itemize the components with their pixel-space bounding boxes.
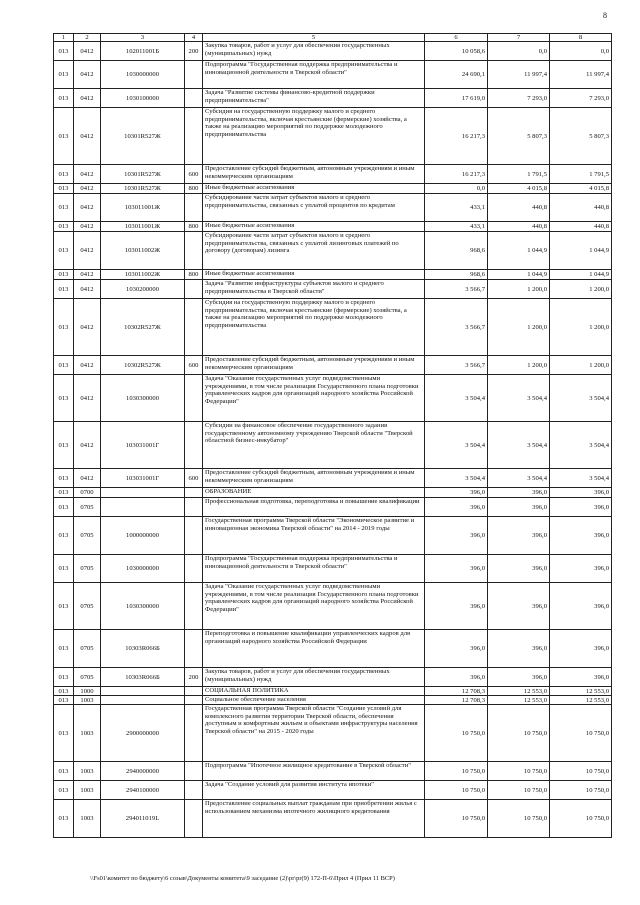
cell-section-code: 0705 xyxy=(74,555,101,583)
cell-admin-code: 013 xyxy=(54,356,74,375)
table-row xyxy=(54,469,612,488)
cell-amount-col8: 396,0 xyxy=(550,498,612,517)
cell-expense-type: 600 xyxy=(185,165,203,184)
cell-name: Подпрограмма "Государственная поддержка предпринимательства и инновационной деятельности в Тверской области" xyxy=(203,555,425,583)
cell-section-code: 0412 xyxy=(74,89,101,108)
cell-section-code: 1000 xyxy=(74,687,101,696)
cell-expense-type xyxy=(185,583,203,630)
cell-target-article: 103011002Ж xyxy=(101,232,185,270)
cell-name: Задача "Оказание государственных услуг подведомственными учреждениями, в том числе реализация Государственного плана подготовки управленческих кадров для организаций народного хозяйства Российской Федерации" xyxy=(203,583,425,630)
cell-target-article: 2940000000 xyxy=(101,762,185,781)
cell-expense-type xyxy=(185,800,203,838)
cell-amount-col8: 0,0 xyxy=(550,42,612,61)
table-row xyxy=(54,165,612,184)
cell-name: Задача "Развитие инфраструктуры субъектов малого и среднего предпринимательства в Тверской области" xyxy=(203,280,425,299)
cell-amount-col7: 1 200,0 xyxy=(488,356,550,375)
cell-name: Закупка товаров, работ и услуг для обеспечения государственных (муниципальных) нужд xyxy=(203,668,425,687)
cell-name: Социальное обеспечение населения xyxy=(203,696,425,705)
cell-amount-col7: 396,0 xyxy=(488,517,550,555)
cell-expense-type: 600 xyxy=(185,469,203,488)
cell-target-article: 102011001Б xyxy=(101,42,185,61)
cell-target-article: 10301R527Ж xyxy=(101,165,185,184)
cell-expense-type xyxy=(185,705,203,762)
cell-section-code: 0412 xyxy=(74,299,101,356)
cell-section-code: 0412 xyxy=(74,375,101,422)
cell-amount-col6: 396,0 xyxy=(425,668,488,687)
cell-target-article: 10301R527Ж xyxy=(101,108,185,165)
cell-amount-col6: 3 566,7 xyxy=(425,299,488,356)
cell-expense-type xyxy=(185,696,203,705)
table-row xyxy=(54,705,612,762)
cell-amount-col8: 396,0 xyxy=(550,517,612,555)
cell-section-code: 0412 xyxy=(74,222,101,232)
cell-section-code: 0412 xyxy=(74,61,101,89)
cell-amount-col6: 3 504,4 xyxy=(425,469,488,488)
cell-name: Подпрограмма "Государственная поддержка предпринимательства и инновационной деятельности в Тверской области" xyxy=(203,61,425,89)
cell-name: Государственная программа Тверской области "Создание условий для комплексного развития территории Тверской области, обеспечения доступным и комфортным жильем и объектами инфраструктуры населения Тверской области" на 2015 - 2020 годы xyxy=(203,705,425,762)
cell-expense-type xyxy=(185,687,203,696)
cell-name: Субсидирование части затрат субъектов малого и среднего предпринимательства, связанных с уплатой лизинговых платежей по договору (договорам) лизинга xyxy=(203,232,425,270)
cell-admin-code: 013 xyxy=(54,232,74,270)
cell-amount-col8: 10 750,0 xyxy=(550,762,612,781)
cell-target-article: 10301R527Ж xyxy=(101,184,185,194)
cell-name: СОЦИАЛЬНАЯ ПОЛИТИКА xyxy=(203,687,425,696)
cell-admin-code: 013 xyxy=(54,108,74,165)
cell-admin-code: 013 xyxy=(54,687,74,696)
cell-amount-col7: 0,0 xyxy=(488,42,550,61)
cell-expense-type: 600 xyxy=(185,356,203,375)
table-row xyxy=(54,800,612,838)
cell-target-article: 1030100000 xyxy=(101,89,185,108)
cell-admin-code: 013 xyxy=(54,375,74,422)
cell-section-code: 0412 xyxy=(74,270,101,280)
cell-amount-col8: 396,0 xyxy=(550,668,612,687)
cell-amount-col6: 968,6 xyxy=(425,270,488,280)
cell-amount-col6: 12 708,3 xyxy=(425,696,488,705)
cell-admin-code: 013 xyxy=(54,630,74,668)
cell-amount-col8: 396,0 xyxy=(550,630,612,668)
cell-expense-type xyxy=(185,498,203,517)
cell-amount-col7: 396,0 xyxy=(488,498,550,517)
cell-expense-type xyxy=(185,280,203,299)
table-row xyxy=(54,762,612,781)
cell-amount-col7: 12 553,0 xyxy=(488,687,550,696)
table-row xyxy=(54,422,612,469)
cell-expense-type xyxy=(185,232,203,270)
cell-section-code: 0705 xyxy=(74,517,101,555)
table-row xyxy=(54,89,612,108)
table-row xyxy=(54,488,612,498)
cell-expense-type xyxy=(185,375,203,422)
cell-admin-code: 013 xyxy=(54,696,74,705)
cell-amount-col7: 1 791,5 xyxy=(488,165,550,184)
table-row xyxy=(54,194,612,222)
cell-amount-col7: 396,0 xyxy=(488,630,550,668)
cell-amount-col7: 4 015,8 xyxy=(488,184,550,194)
cell-amount-col8: 440,8 xyxy=(550,222,612,232)
cell-name: Задача "Оказание государственных услуг подведомственными учреждениями, в том числе реализация Государственного плана подготовки управленческих кадров для организаций народного хозяйства Российской Федерации" xyxy=(203,375,425,422)
cell-expense-type xyxy=(185,517,203,555)
cell-section-code: 0412 xyxy=(74,42,101,61)
cell-admin-code: 013 xyxy=(54,705,74,762)
table-row xyxy=(54,108,612,165)
cell-admin-code: 013 xyxy=(54,184,74,194)
cell-amount-col6: 396,0 xyxy=(425,555,488,583)
cell-target-article: 1030300000 xyxy=(101,583,185,630)
cell-section-code: 0412 xyxy=(74,232,101,270)
table-row xyxy=(54,184,612,194)
column-header: 4 xyxy=(185,34,203,42)
cell-expense-type xyxy=(185,555,203,583)
cell-target-article: 1030300000 xyxy=(101,375,185,422)
cell-amount-col6: 16 217,3 xyxy=(425,108,488,165)
cell-section-code: 1003 xyxy=(74,696,101,705)
table-row xyxy=(54,517,612,555)
cell-expense-type xyxy=(185,89,203,108)
cell-amount-col7: 1 044,9 xyxy=(488,232,550,270)
cell-amount-col7: 396,0 xyxy=(488,668,550,687)
cell-target-article: 10302R527Ж xyxy=(101,299,185,356)
cell-amount-col6: 0,0 xyxy=(425,184,488,194)
table-header-row xyxy=(54,34,612,42)
cell-expense-type xyxy=(185,488,203,498)
cell-target-article xyxy=(101,498,185,517)
cell-admin-code: 013 xyxy=(54,61,74,89)
cell-amount-col6: 433,1 xyxy=(425,194,488,222)
cell-amount-col8: 1 200,0 xyxy=(550,280,612,299)
cell-expense-type xyxy=(185,108,203,165)
cell-amount-col8: 12 553,0 xyxy=(550,696,612,705)
cell-amount-col6: 3 504,4 xyxy=(425,422,488,469)
table-row xyxy=(54,583,612,630)
cell-admin-code: 013 xyxy=(54,42,74,61)
table-row xyxy=(54,687,612,696)
cell-target-article: 1030200000 xyxy=(101,280,185,299)
cell-admin-code: 013 xyxy=(54,555,74,583)
cell-amount-col6: 10 058,6 xyxy=(425,42,488,61)
cell-section-code: 0412 xyxy=(74,469,101,488)
cell-amount-col6: 10 750,0 xyxy=(425,705,488,762)
cell-amount-col8: 10 750,0 xyxy=(550,705,612,762)
cell-amount-col7: 1 200,0 xyxy=(488,280,550,299)
column-header: 7 xyxy=(488,34,550,42)
table-row xyxy=(54,232,612,270)
cell-admin-code: 013 xyxy=(54,280,74,299)
cell-expense-type xyxy=(185,781,203,800)
cell-admin-code: 013 xyxy=(54,422,74,469)
cell-target-article xyxy=(101,687,185,696)
cell-admin-code: 013 xyxy=(54,781,74,800)
cell-amount-col7: 10 750,0 xyxy=(488,781,550,800)
cell-target-article: 10303R066Б xyxy=(101,668,185,687)
cell-amount-col6: 3 566,7 xyxy=(425,280,488,299)
cell-amount-col8: 1 200,0 xyxy=(550,299,612,356)
cell-amount-col8: 10 750,0 xyxy=(550,800,612,838)
cell-name: Предоставление субсидий бюджетным, автономным учреждениям и иным некоммерческим организациям xyxy=(203,356,425,375)
table-row xyxy=(54,299,612,356)
cell-amount-col6: 10 750,0 xyxy=(425,800,488,838)
cell-target-article: 2900000000 xyxy=(101,705,185,762)
cell-amount-col8: 10 750,0 xyxy=(550,781,612,800)
cell-admin-code: 013 xyxy=(54,583,74,630)
cell-name: Субсидия на государственную поддержку малого и среднего предпринимательства, включая крестьянские (фермерские) хозяйства, а также на реализацию мероприятий по поддержке молодежного предпринимательства xyxy=(203,299,425,356)
cell-admin-code: 013 xyxy=(54,194,74,222)
cell-target-article: 1030000000 xyxy=(101,61,185,89)
cell-amount-col8: 396,0 xyxy=(550,555,612,583)
cell-target-article: 1030000000 xyxy=(101,555,185,583)
cell-amount-col6: 10 750,0 xyxy=(425,762,488,781)
cell-expense-type xyxy=(185,299,203,356)
cell-admin-code: 013 xyxy=(54,800,74,838)
cell-amount-col6: 396,0 xyxy=(425,488,488,498)
cell-amount-col7: 10 750,0 xyxy=(488,762,550,781)
cell-amount-col6: 12 708,3 xyxy=(425,687,488,696)
cell-amount-col6: 16 217,3 xyxy=(425,165,488,184)
cell-amount-col6: 17 619,0 xyxy=(425,89,488,108)
cell-target-article xyxy=(101,488,185,498)
budget-table xyxy=(53,33,612,838)
table-row xyxy=(54,555,612,583)
cell-name: Задача "Развитие системы финансово-кредитной поддержки предпринимательства" xyxy=(203,89,425,108)
cell-section-code: 0412 xyxy=(74,356,101,375)
cell-name: Закупка товаров, работ и услуг для обеспечения государственных (муниципальных) нужд xyxy=(203,42,425,61)
cell-amount-col6: 433,1 xyxy=(425,222,488,232)
cell-admin-code: 013 xyxy=(54,517,74,555)
cell-target-article: 103011001Ж xyxy=(101,194,185,222)
cell-section-code: 1003 xyxy=(74,705,101,762)
column-header: 8 xyxy=(550,34,612,42)
cell-expense-type xyxy=(185,762,203,781)
cell-section-code: 0412 xyxy=(74,184,101,194)
cell-amount-col6: 968,6 xyxy=(425,232,488,270)
cell-admin-code: 013 xyxy=(54,668,74,687)
cell-target-article: 1000000000 xyxy=(101,517,185,555)
table-row xyxy=(54,270,612,280)
table-row xyxy=(54,356,612,375)
cell-admin-code: 013 xyxy=(54,762,74,781)
table-row xyxy=(54,668,612,687)
cell-target-article: 103031001Г xyxy=(101,422,185,469)
cell-admin-code: 013 xyxy=(54,270,74,280)
cell-amount-col6: 396,0 xyxy=(425,630,488,668)
column-header: 6 xyxy=(425,34,488,42)
cell-amount-col7: 1 044,9 xyxy=(488,270,550,280)
cell-target-article: 103011001Ж xyxy=(101,222,185,232)
cell-amount-col8: 1 200,0 xyxy=(550,356,612,375)
cell-target-article: 10302R527Ж xyxy=(101,356,185,375)
cell-target-article: 103031001Г xyxy=(101,469,185,488)
cell-amount-col7: 3 504,4 xyxy=(488,375,550,422)
table-row xyxy=(54,630,612,668)
column-header: 1 xyxy=(54,34,74,42)
cell-section-code: 0412 xyxy=(74,422,101,469)
cell-name: Иные бюджетные ассигнования xyxy=(203,222,425,232)
cell-amount-col7: 396,0 xyxy=(488,555,550,583)
cell-amount-col7: 10 750,0 xyxy=(488,705,550,762)
cell-amount-col8: 440,8 xyxy=(550,194,612,222)
table-row xyxy=(54,375,612,422)
cell-name: Профессиональная подготовка, переподготовка и повышение квалификации xyxy=(203,498,425,517)
cell-expense-type: 200 xyxy=(185,42,203,61)
footer-path: \\Fs01\комитет по бюджету\6 созыв\Документы комитета\9 заседание (2)\pr\pr(9) 172-П-6\Прил 4 (Прил 11 ВСР) xyxy=(90,875,395,882)
table-row xyxy=(54,61,612,89)
cell-amount-col7: 396,0 xyxy=(488,583,550,630)
table-row xyxy=(54,280,612,299)
cell-name: ОБРАЗОВАНИЕ xyxy=(203,488,425,498)
cell-amount-col7: 12 553,0 xyxy=(488,696,550,705)
cell-amount-col6: 396,0 xyxy=(425,517,488,555)
cell-expense-type: 800 xyxy=(185,270,203,280)
cell-section-code: 0412 xyxy=(74,194,101,222)
cell-expense-type xyxy=(185,194,203,222)
cell-amount-col7: 440,8 xyxy=(488,194,550,222)
cell-name: Иные бюджетные ассигнования xyxy=(203,184,425,194)
cell-amount-col6: 396,0 xyxy=(425,583,488,630)
cell-expense-type: 200 xyxy=(185,668,203,687)
cell-admin-code: 013 xyxy=(54,498,74,517)
cell-amount-col6: 3 566,7 xyxy=(425,356,488,375)
cell-name: Субсидия на государственную поддержку малого и среднего предпринимательства, включая крестьянские (фермерские) хозяйства, а также на реализацию мероприятий по поддержке молодежного предпринимательства xyxy=(203,108,425,165)
cell-target-article: 294011019L xyxy=(101,800,185,838)
cell-amount-col8: 11 997,4 xyxy=(550,61,612,89)
cell-amount-col7: 3 504,4 xyxy=(488,422,550,469)
cell-amount-col7: 440,8 xyxy=(488,222,550,232)
cell-admin-code: 013 xyxy=(54,89,74,108)
cell-target-article: 2940100000 xyxy=(101,781,185,800)
cell-name: Иные бюджетные ассигнования xyxy=(203,270,425,280)
cell-amount-col6: 396,0 xyxy=(425,498,488,517)
cell-amount-col7: 5 807,3 xyxy=(488,108,550,165)
table-row xyxy=(54,696,612,705)
table-row xyxy=(54,498,612,517)
cell-amount-col8: 1 044,9 xyxy=(550,270,612,280)
cell-name: Задача "Создание условий для развития института ипотеки" xyxy=(203,781,425,800)
cell-target-article: 103011002Ж xyxy=(101,270,185,280)
cell-name: Предоставление субсидий бюджетным, автономным учреждениям и иным некоммерческим организациям xyxy=(203,469,425,488)
cell-name: Переподготовка и повышение квалификации управленческих кадров для организаций народного хозяйства Российской Федерации xyxy=(203,630,425,668)
cell-name: Предоставление социальных выплат гражданам при приобретении жилья с использованием механизма ипотечного жилищного кредитования xyxy=(203,800,425,838)
cell-amount-col8: 3 504,4 xyxy=(550,469,612,488)
cell-amount-col8: 3 504,4 xyxy=(550,422,612,469)
cell-name: Государственная программа Тверской области "Экономическое развитие и инновационная экономика Тверской области" на 2014 - 2019 годы xyxy=(203,517,425,555)
table-row xyxy=(54,222,612,232)
cell-amount-col6: 3 504,4 xyxy=(425,375,488,422)
cell-expense-type xyxy=(185,630,203,668)
cell-amount-col6: 10 750,0 xyxy=(425,781,488,800)
cell-amount-col7: 11 997,4 xyxy=(488,61,550,89)
column-header: 3 xyxy=(101,34,185,42)
cell-admin-code: 013 xyxy=(54,488,74,498)
cell-section-code: 0705 xyxy=(74,668,101,687)
page-number: 8 xyxy=(603,11,607,20)
cell-section-code: 0700 xyxy=(74,488,101,498)
cell-name: Субсидии на финансовое обеспечение государственного задания государственному автономному учреждению Тверской области "Тверской областной бизнес-инкубатор" xyxy=(203,422,425,469)
cell-section-code: 0412 xyxy=(74,280,101,299)
cell-admin-code: 013 xyxy=(54,469,74,488)
cell-amount-col8: 1 044,9 xyxy=(550,232,612,270)
cell-expense-type xyxy=(185,61,203,89)
cell-amount-col7: 7 293,0 xyxy=(488,89,550,108)
table-row xyxy=(54,42,612,61)
cell-section-code: 0412 xyxy=(74,108,101,165)
cell-section-code: 0412 xyxy=(74,165,101,184)
column-header: 5 xyxy=(203,34,425,42)
cell-section-code: 1003 xyxy=(74,800,101,838)
cell-amount-col8: 7 293,0 xyxy=(550,89,612,108)
table-row xyxy=(54,781,612,800)
cell-admin-code: 013 xyxy=(54,299,74,356)
cell-expense-type: 800 xyxy=(185,184,203,194)
cell-amount-col8: 1 791,5 xyxy=(550,165,612,184)
cell-target-article: 10303R066Б xyxy=(101,630,185,668)
cell-target-article xyxy=(101,696,185,705)
cell-amount-col8: 3 504,4 xyxy=(550,375,612,422)
cell-amount-col7: 10 750,0 xyxy=(488,800,550,838)
cell-amount-col8: 396,0 xyxy=(550,488,612,498)
cell-amount-col7: 396,0 xyxy=(488,488,550,498)
cell-section-code: 0705 xyxy=(74,583,101,630)
cell-section-code: 0705 xyxy=(74,498,101,517)
table-body xyxy=(54,42,612,838)
cell-name: Предоставление субсидий бюджетным, автономным учреждениям и иным некоммерческим организациям xyxy=(203,165,425,184)
column-header: 2 xyxy=(74,34,101,42)
cell-name: Подпрограмма "Ипотечное жилищное кредитование в Тверской области" xyxy=(203,762,425,781)
cell-name: Субсидирование части затрат субъектов малого и среднего предпринимательства, связанных с уплатой процентов по кредитам xyxy=(203,194,425,222)
cell-amount-col7: 1 200,0 xyxy=(488,299,550,356)
cell-amount-col7: 3 504,4 xyxy=(488,469,550,488)
cell-section-code: 1003 xyxy=(74,781,101,800)
cell-section-code: 1003 xyxy=(74,762,101,781)
cell-expense-type xyxy=(185,422,203,469)
cell-expense-type: 800 xyxy=(185,222,203,232)
cell-admin-code: 013 xyxy=(54,222,74,232)
cell-amount-col8: 12 553,0 xyxy=(550,687,612,696)
cell-amount-col6: 24 690,1 xyxy=(425,61,488,89)
cell-amount-col8: 5 807,3 xyxy=(550,108,612,165)
cell-admin-code: 013 xyxy=(54,165,74,184)
cell-amount-col8: 4 015,8 xyxy=(550,184,612,194)
cell-amount-col8: 396,0 xyxy=(550,583,612,630)
cell-section-code: 0705 xyxy=(74,630,101,668)
